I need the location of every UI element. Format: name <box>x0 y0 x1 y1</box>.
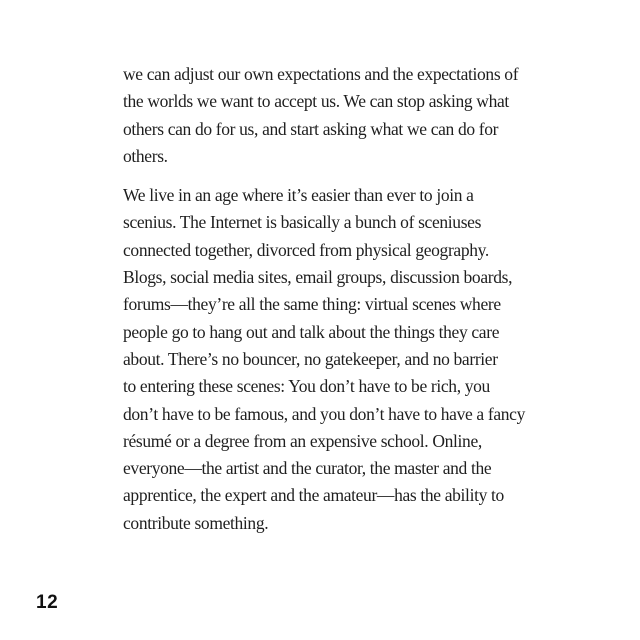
page-number: 12 <box>36 592 59 613</box>
text-line: We live in an age where it’s easier than ever to join a <box>123 185 474 206</box>
text-line: contribute something. <box>123 512 269 533</box>
text-line: we can adjust our own expectations and the expectations of <box>123 64 519 84</box>
text-line: forums—they’re all the same thing: virtual scenes where <box>123 294 501 315</box>
text-line: scenius. The Internet is basically a bunch of sceniuses <box>123 212 482 233</box>
text-line: others. <box>123 145 168 166</box>
paragraph-1 <box>123 61 563 170</box>
text-line: don’t have to be famous, and you don’t have to have a fancy <box>123 403 525 424</box>
text-line: to entering these scenes: You don’t have to be rich, you <box>123 376 490 397</box>
text-line: about. There’s no bouncer, no gatekeeper, and no barrier <box>123 348 498 369</box>
text-line: others can do for us, and start asking what we can do for <box>123 118 499 139</box>
text-line: apprentice, the expert and the amateur—has the ability to <box>123 485 504 506</box>
text-line: connected together, divorced from physical geography. <box>123 239 489 260</box>
body-text <box>123 61 563 549</box>
text-line: people go to hang out and talk about the things they care <box>123 321 500 342</box>
text-line: everyone—the artist and the curator, the master and the <box>123 458 492 479</box>
paragraph-2 <box>123 182 563 537</box>
text-line: résumé or a degree from an expensive school. Online, <box>123 430 482 451</box>
text-line: the worlds we want to accept us. We can stop asking what <box>123 91 509 112</box>
text-line: Blogs, social media sites, email groups, discussion boards, <box>123 267 513 288</box>
